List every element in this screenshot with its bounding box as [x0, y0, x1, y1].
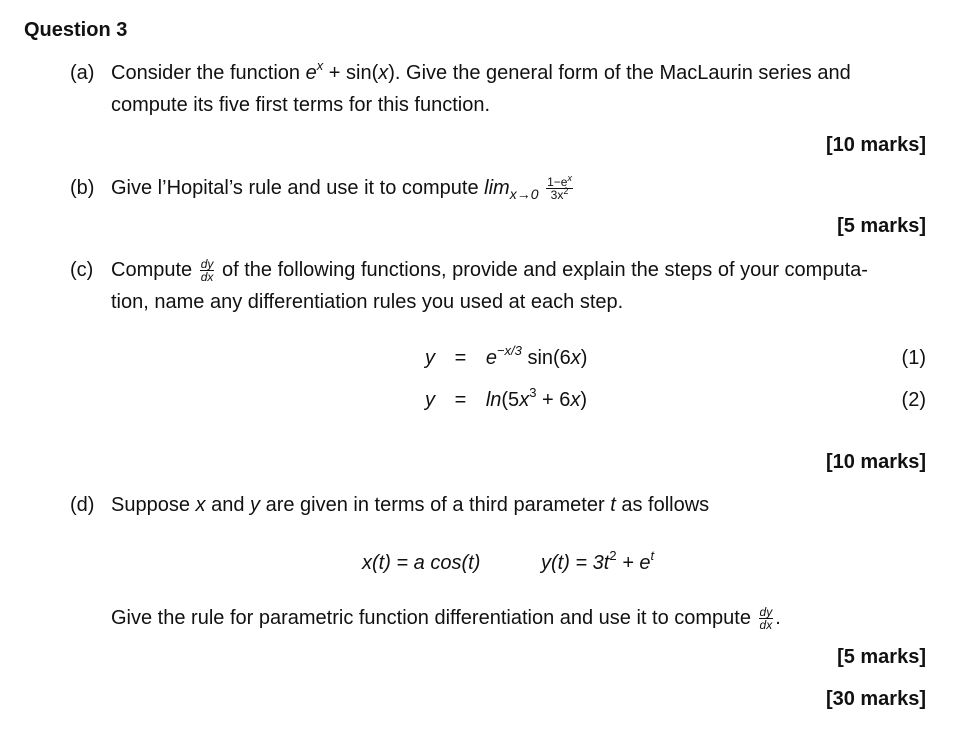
equation-1: [425, 343, 588, 370]
text: Give the rule for parametric function differentiation and use it to compute: [111, 607, 751, 629]
dy: dy: [200, 257, 214, 272]
text: and: [211, 494, 245, 516]
part-a-label: (a): [70, 62, 95, 84]
math-x: x: [570, 347, 581, 369]
y-of-t-equation: [541, 548, 655, 575]
part-c-rest: of the following functions, provide and explain the steps of your computa-: [221, 259, 868, 281]
text: Suppose: [111, 494, 190, 516]
num-exp: x: [567, 173, 572, 184]
paren: ): [580, 389, 588, 411]
eq-sign: =: [454, 389, 467, 411]
part-d-label: (d): [70, 494, 95, 516]
part-b-label: (b): [70, 177, 95, 199]
part-c-line2: tion, name any differentiation rules you used at each step.: [111, 291, 624, 313]
part-c-marks: [10 marks]: [825, 451, 926, 473]
part-a-rest: ). Give the general form of the MacLaurin series and: [388, 62, 851, 84]
math-sin: + sin(: [328, 62, 379, 84]
limit-fraction: [546, 173, 573, 203]
part-a-intro: Consider the function: [111, 62, 301, 84]
part-c-label: (c): [70, 259, 94, 281]
math-lim: lim: [484, 177, 510, 199]
math-exp: t: [650, 548, 655, 563]
part-b-marks: [5 marks]: [837, 215, 926, 237]
dy-dx-fraction: [759, 606, 774, 631]
math-y: y: [250, 494, 261, 516]
part-c-text: [111, 258, 868, 283]
part-d-marks: [5 marks]: [837, 646, 926, 668]
math-sin: sin(6: [527, 347, 571, 369]
total-marks: [30 marks]: [825, 688, 926, 710]
math-e: + e: [622, 552, 651, 574]
eq-lhs: y: [425, 389, 435, 411]
math-x: x: [195, 494, 206, 516]
math-exp: x: [316, 58, 324, 73]
x-of-t-equation: [362, 551, 480, 575]
math-exp: 2: [609, 548, 617, 563]
den-exp: 2: [563, 186, 569, 197]
math-x: x: [378, 62, 389, 84]
paren: ): [580, 347, 588, 369]
part-b-text: [111, 173, 575, 203]
dy-dx-fraction: [200, 258, 215, 283]
part-a-marks: [10 marks]: [825, 134, 926, 156]
math-t: t: [610, 494, 616, 516]
math-x: x: [570, 389, 581, 411]
fraction-numerator: 1−e: [547, 175, 568, 190]
question-title: Question 3: [24, 19, 128, 41]
part-a-line2: compute its five first terms for this function.: [111, 94, 491, 116]
math-part: + 6: [541, 389, 571, 411]
math-xt: x(t) = a cos(t): [362, 552, 481, 574]
part-d-rule-text: [111, 606, 781, 631]
fraction-denominator: 3x: [550, 188, 564, 203]
math-e: e: [305, 62, 317, 84]
math-lim-sub: x→0: [509, 186, 539, 202]
dx: dx: [200, 270, 214, 285]
part-d-text: [111, 493, 709, 517]
part-b-intro: Give l’Hopital’s rule and use it to compute: [111, 177, 479, 199]
part-c-intro: Compute: [111, 259, 193, 281]
text: are given in terms of a third parameter: [265, 494, 605, 516]
math-exp: −x/3: [496, 343, 522, 358]
period: .: [775, 607, 781, 629]
dy: dy: [759, 605, 773, 620]
text: as follows: [621, 494, 710, 516]
equation-2-number: (2): [901, 389, 926, 411]
math-ln: ln: [485, 389, 502, 411]
math-x: x: [519, 389, 530, 411]
math-exp: 3: [529, 385, 537, 400]
equation-2: [425, 385, 588, 412]
math-e: e: [485, 347, 497, 369]
math-part: (5: [501, 389, 520, 411]
eq-sign: =: [454, 347, 467, 369]
math-yt: y(t) = 3t: [541, 552, 610, 574]
part-a-text: [111, 58, 851, 85]
equation-1-number: (1): [901, 347, 926, 369]
dx: dx: [759, 618, 773, 633]
eq-lhs: y: [425, 347, 435, 369]
